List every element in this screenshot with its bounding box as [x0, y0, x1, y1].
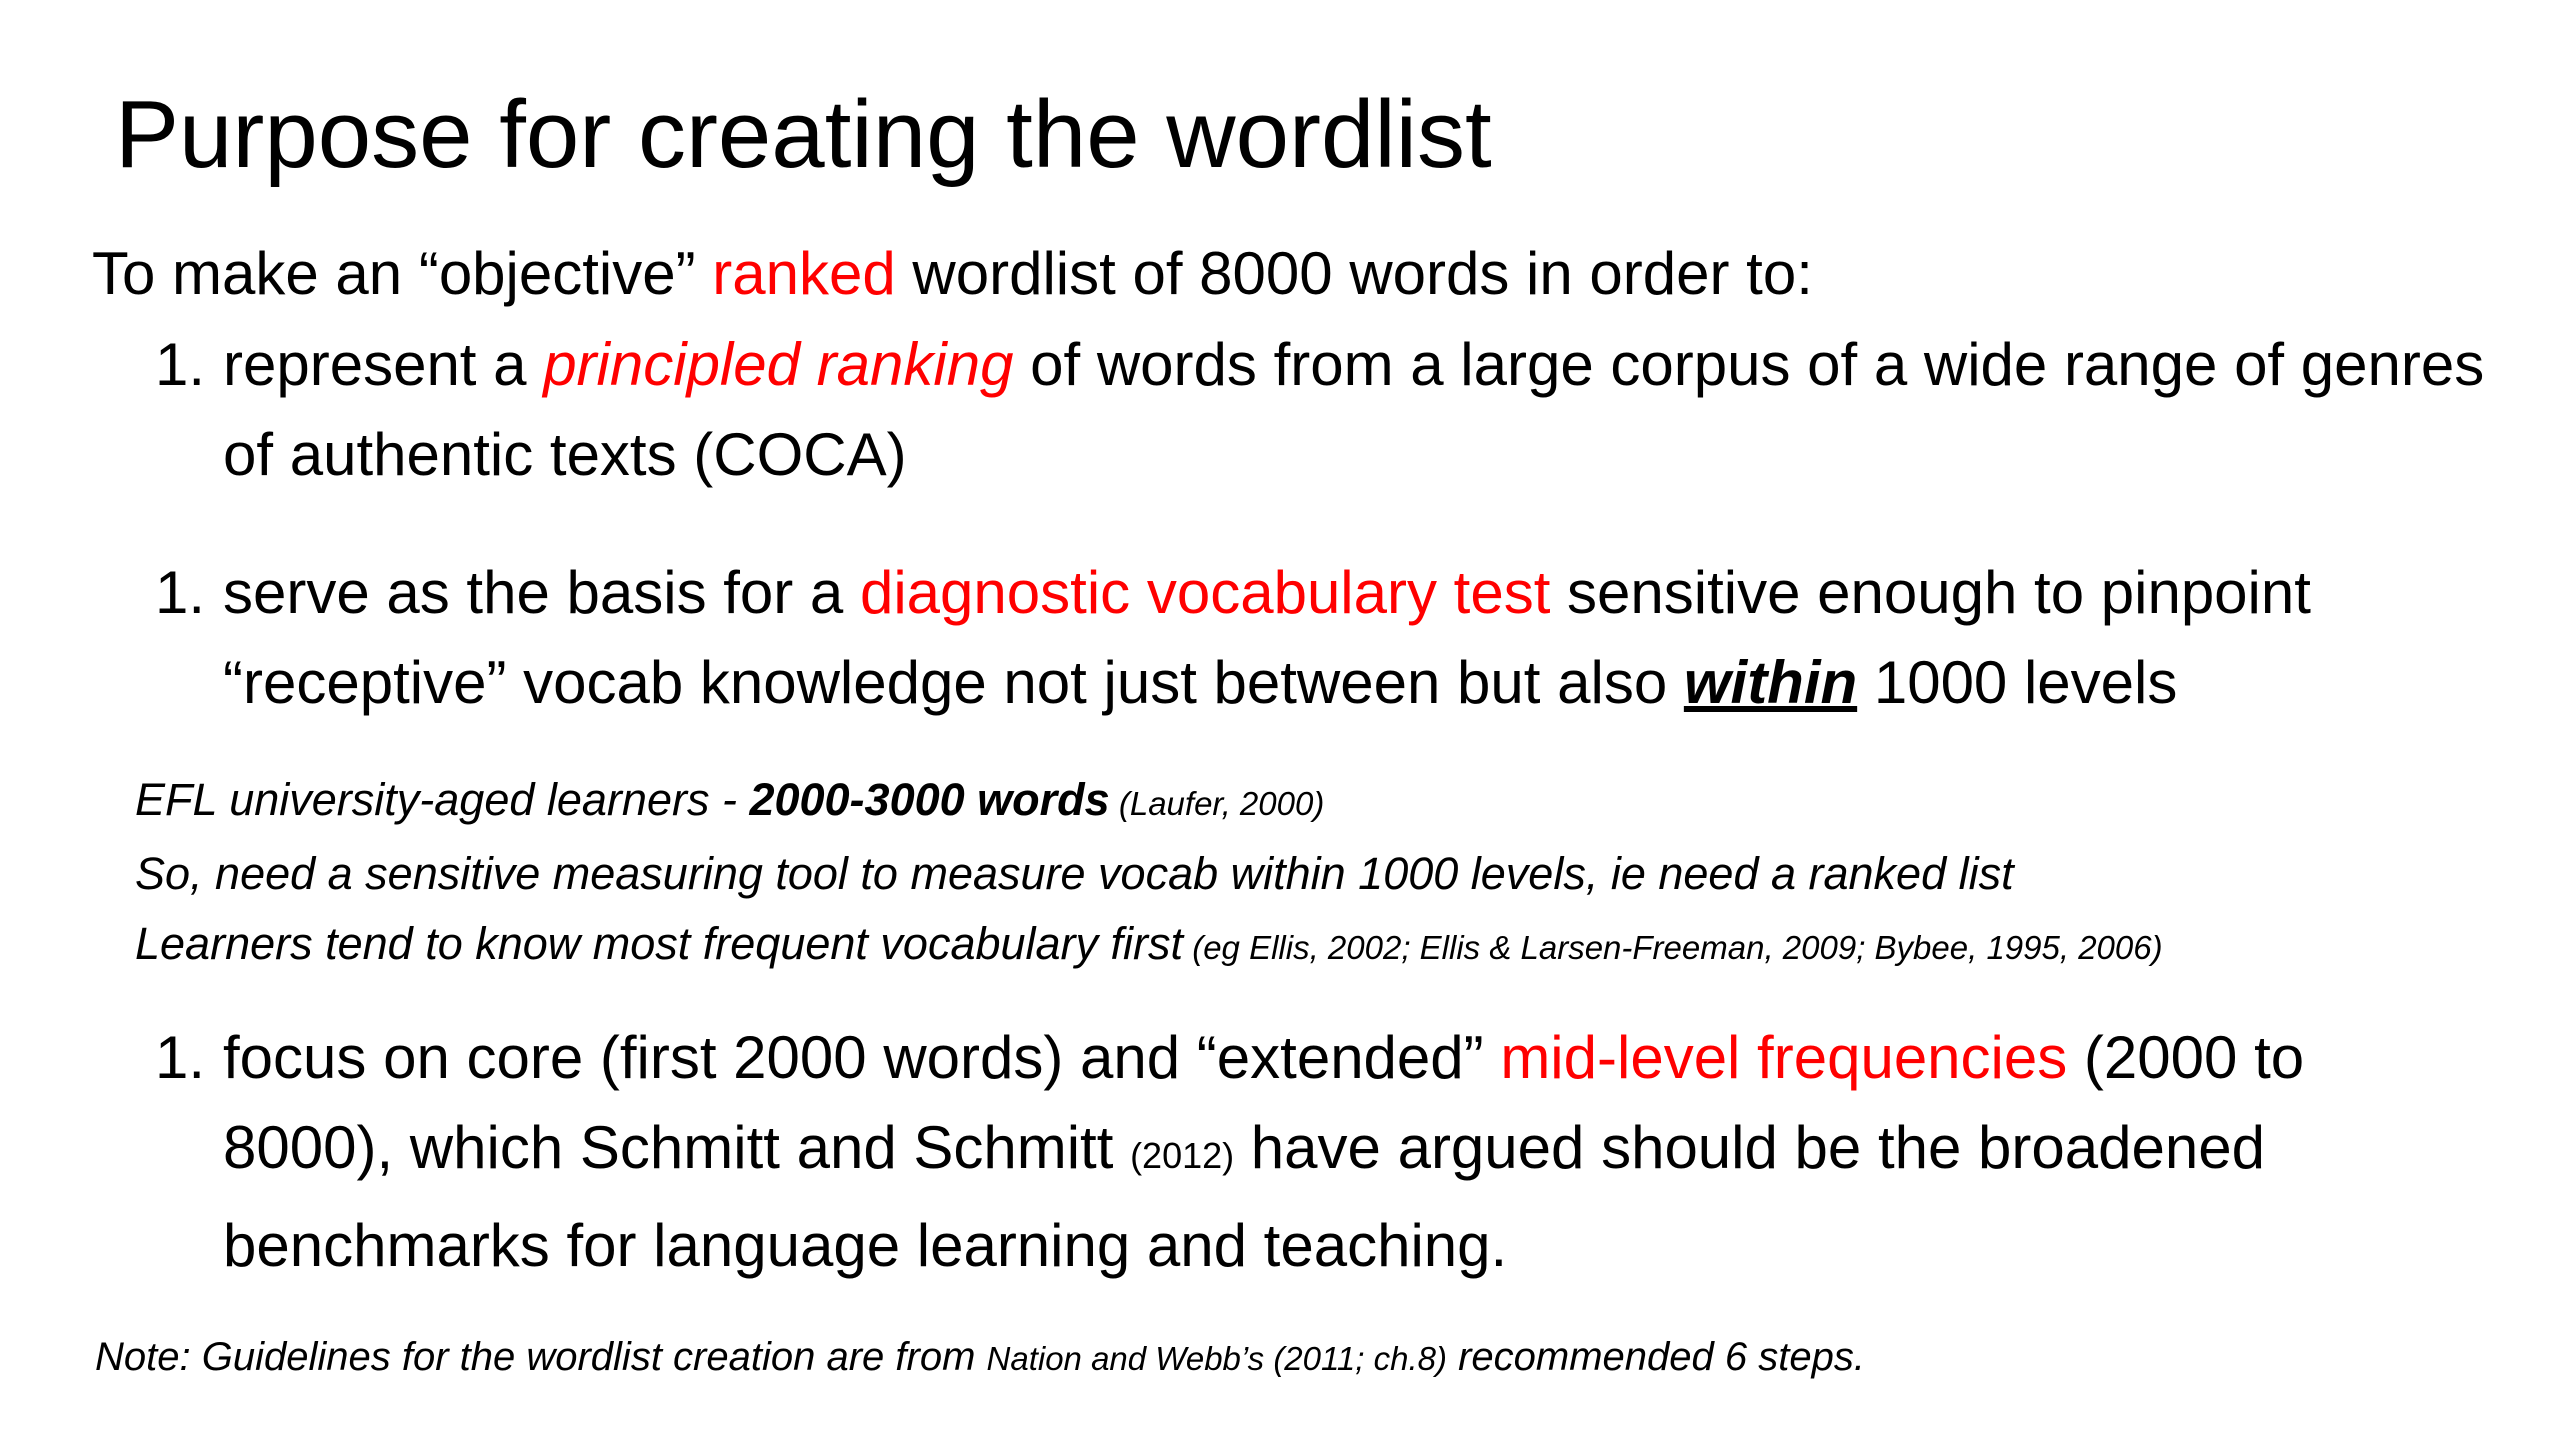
- note-line-2: [135, 839, 2163, 909]
- intro-line: [92, 238, 1813, 310]
- footnote-text-before: Note: Guidelines for the wordlist creation are from: [95, 1335, 987, 1379]
- intro-text-before: To make an “objective”: [92, 240, 713, 307]
- item-text-middle: (2000 to 8000), which Schmitt and Schmitt: [223, 1024, 2305, 1181]
- list-item-body: [223, 320, 2485, 500]
- intro-text-after: wordlist of 8000 words in order to:: [895, 240, 1813, 307]
- note-bold: 2000-3000 words: [749, 774, 1110, 825]
- note-text: Learners tend to know most frequent vocabulary first: [135, 918, 1184, 969]
- item-text-after: of words from a large corpus of a wide range of genres of authentic texts (COCA): [223, 331, 2485, 488]
- notes-block: [135, 765, 2163, 983]
- item-text-before: serve as the basis for a: [223, 559, 860, 626]
- list-item-number: 1.: [155, 1024, 206, 1091]
- list-item-2: [155, 548, 2485, 728]
- list-item-1: [155, 320, 2485, 500]
- item-highlight: diagnostic vocabulary test: [859, 559, 1551, 626]
- note-line-3: [135, 909, 2163, 983]
- item-text-before: represent a: [223, 331, 544, 398]
- intro-highlight: ranked: [712, 240, 896, 307]
- list-item-number: 1.: [155, 331, 206, 398]
- list-item-body: [223, 1013, 2485, 1291]
- item-emphasis: within: [1683, 649, 1858, 716]
- note-citation: (eg Ellis, 2002; Ellis & Larsen-Freeman, 2009; Bybee, 1995, 2006): [1183, 929, 2163, 966]
- list-item-body: [223, 548, 2485, 728]
- item-text-before: focus on core (first 2000 words) and “extended”: [223, 1024, 1501, 1091]
- list-item-3: [155, 1013, 2485, 1291]
- item-citation: (2012): [1130, 1135, 1235, 1176]
- item-highlight: mid-level frequencies: [1500, 1024, 2068, 1091]
- slide-title: Purpose for creating the wordlist: [115, 81, 1492, 188]
- note-citation: (Laufer, 2000): [1109, 785, 1325, 822]
- item-text-after: have argued should be the broadened benchmarks for language learning and teaching.: [223, 1114, 2265, 1279]
- item-text-after: 1000 levels: [1857, 649, 2178, 716]
- item-text-middle: sensitive enough to pinpoint “receptive” vocab knowledge not just between but also: [223, 559, 2311, 716]
- footnote: [95, 1335, 1865, 1380]
- footnote-reference: Nation and Webb’s (2011; ch.8): [986, 1340, 1447, 1377]
- list-item-number: 1.: [155, 559, 206, 626]
- item-highlight: principled ranking: [543, 331, 1014, 398]
- note-text: EFL university-aged learners -: [135, 774, 750, 825]
- footnote-text-after: recommended 6 steps.: [1446, 1335, 1865, 1379]
- note-line-1: [135, 765, 2163, 839]
- note-text: So, need a sensitive measuring tool to measure vocab within 1000 levels, ie need a ranked list: [135, 848, 2014, 899]
